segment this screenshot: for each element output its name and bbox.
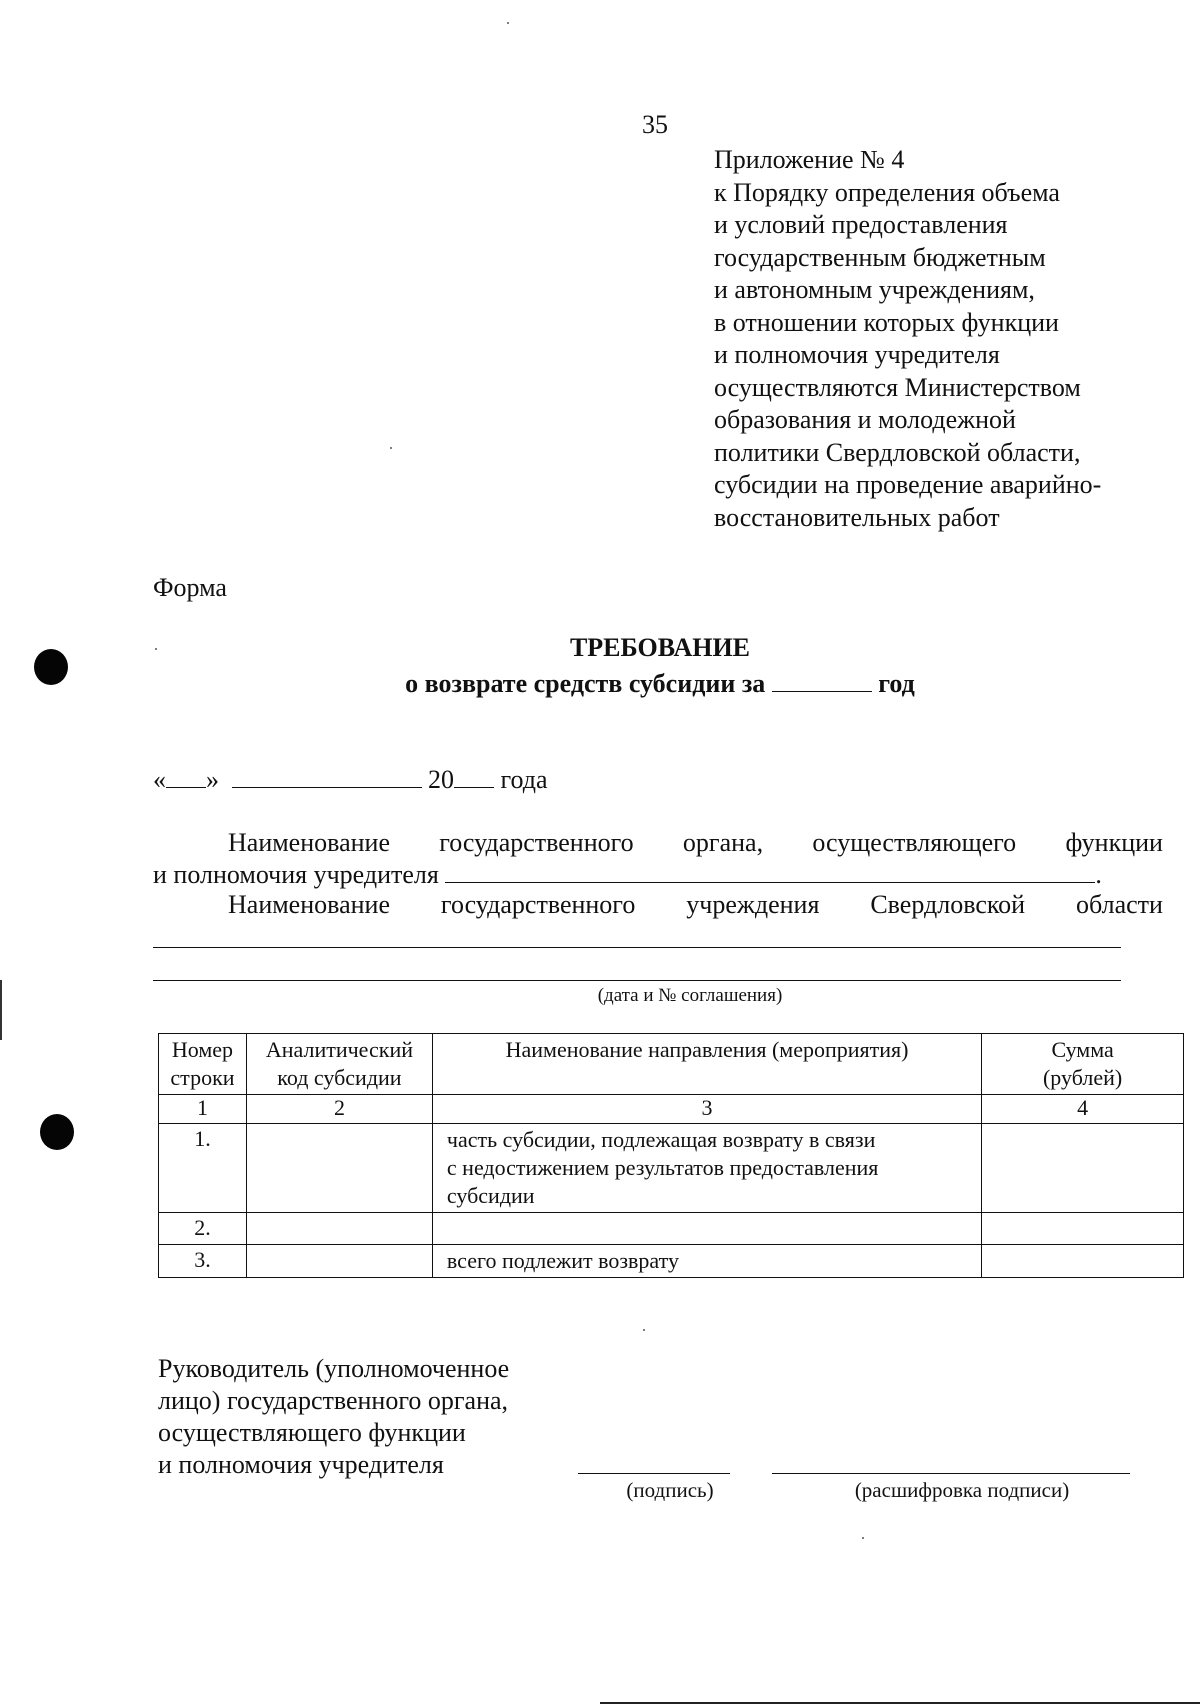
signer-block (158, 1353, 509, 1481)
institution-word: Наименование (228, 890, 390, 919)
signature-decoding-line (772, 1473, 1130, 1474)
row-name: всего подлежит возврату (432, 1245, 981, 1278)
column-number: 4 (982, 1095, 1184, 1124)
subtitle-prefix: о возврате средств субсидии за (405, 669, 766, 698)
signer-line: лицо) государственного органа, (158, 1386, 509, 1415)
row-name: часть субсидии, подлежащая возврату в связи с недостижением результатов предоставления субсидии (432, 1124, 981, 1213)
column-number: 3 (432, 1095, 981, 1124)
scan-speck (507, 22, 509, 24)
decoding-caption: (расшифровка подписи) (854, 1478, 1070, 1502)
organ-word: государственного (439, 828, 634, 857)
row-sum (982, 1245, 1184, 1278)
header-cell: Номер строки (159, 1034, 247, 1095)
institution-field-line (153, 890, 1163, 920)
document-title: ТРЕБОВАНИЕ (569, 633, 751, 662)
punch-hole (40, 1114, 74, 1150)
year-blank-short (454, 767, 494, 788)
row-sum (982, 1213, 1184, 1245)
appendix-line: политики Свердловской области, (714, 437, 1081, 467)
table-row (159, 1213, 1184, 1245)
organ-word: осуществляющего (812, 828, 1017, 857)
row-number: 1. (159, 1124, 247, 1213)
close-quote: » (206, 765, 219, 794)
row-name (432, 1213, 981, 1245)
day-blank (166, 767, 206, 788)
scan-speck (390, 447, 392, 449)
row-sum (982, 1124, 1184, 1213)
signature-line (578, 1473, 730, 1474)
month-blank (232, 767, 422, 788)
agreement-blank-line (153, 980, 1121, 981)
organ-line2-text: и полномочия учредителя (153, 860, 439, 889)
organ-word: органа, (682, 828, 764, 857)
scan-speck (155, 648, 157, 650)
appendix-line: в отношении которых функции (714, 307, 1059, 337)
institution-word: Свердловской (870, 890, 1026, 919)
scan-speck (643, 1329, 645, 1331)
appendix-line: и автономным учреждениям, (714, 275, 1035, 304)
agreement-caption: (дата и № соглашения) (597, 985, 783, 1006)
appendix-line: Приложение № 4 (714, 145, 905, 174)
row-code (246, 1245, 432, 1278)
institution-word: области (1076, 890, 1163, 919)
scan-speck (862, 1537, 864, 1539)
refund-table (158, 1033, 1184, 1278)
row-number: 2. (159, 1213, 247, 1245)
header-cell: Наименование направления (мероприятия) (432, 1034, 981, 1095)
signer-line: осуществляющего функции (158, 1418, 466, 1447)
year-suffix: года (500, 765, 548, 794)
row-code (246, 1124, 432, 1213)
open-quote: « (153, 765, 166, 794)
appendix-block (714, 144, 1184, 534)
page-number: 35 (642, 110, 668, 139)
punch-hole (34, 649, 68, 685)
appendix-line: к Порядку определения объема (714, 177, 1060, 207)
column-number-row (159, 1095, 1184, 1124)
appendix-line: осуществляются Министерством (714, 372, 1081, 402)
organ-word: Наименование (228, 828, 390, 857)
year-blank (772, 671, 872, 692)
header-cell: Аналитический код субсидии (246, 1034, 432, 1095)
appendix-line: восстановительных работ (714, 502, 1000, 532)
institution-word: учреждения (686, 890, 820, 919)
table-row (159, 1124, 1184, 1213)
form-label: Форма (153, 573, 227, 602)
appendix-line: и полномочия учредителя (714, 340, 1000, 369)
column-number: 1 (159, 1095, 247, 1124)
signature-caption: (подпись) (626, 1478, 714, 1502)
organ-field-line1 (153, 828, 1163, 858)
appendix-line: образования и молодежной (714, 405, 1016, 434)
institution-word: государственного (440, 890, 636, 919)
organ-word: функции (1065, 828, 1163, 857)
appendix-line: субсидии на проведение аварийно- (714, 470, 1102, 499)
row-code (246, 1213, 432, 1245)
scan-edge-mark (0, 980, 2, 1040)
document-subtitle (0, 669, 1200, 699)
signer-line: и полномочия учредителя (158, 1450, 444, 1479)
appendix-line: и условий предоставления (714, 210, 1008, 239)
header-cell: Сумма (рублей) (982, 1034, 1184, 1095)
row-number: 3. (159, 1245, 247, 1278)
subtitle-suffix: год (878, 669, 915, 698)
institution-blank-line (153, 947, 1121, 948)
appendix-line: государственным бюджетным (714, 242, 1046, 272)
organ-blank (445, 862, 1095, 883)
table-header-row (159, 1034, 1184, 1095)
organ-line2-end: . (1095, 860, 1102, 889)
signer-line: Руководитель (уполномоченное (158, 1354, 510, 1383)
column-number: 2 (246, 1095, 432, 1124)
date-line (153, 765, 548, 795)
organ-field-line2 (153, 860, 1102, 890)
year-prefix: 20 (428, 765, 454, 794)
table-row (159, 1245, 1184, 1278)
